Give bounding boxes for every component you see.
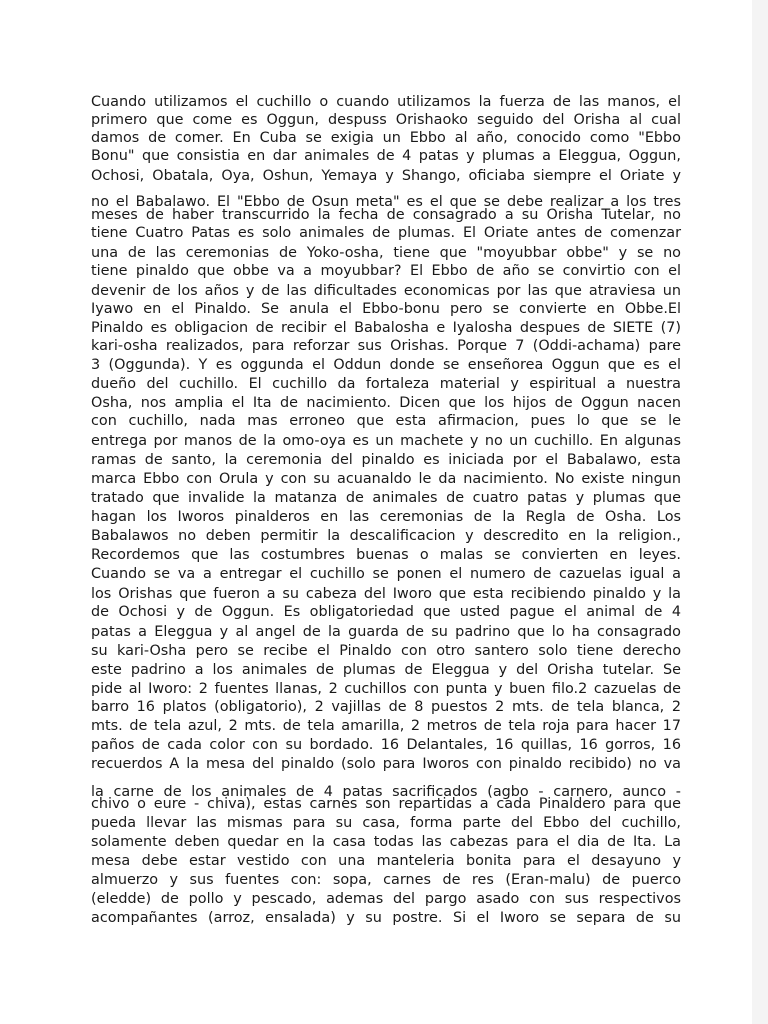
text-line: ramas de santo, la ceremonia del pinaldo es iniciada por el Babalawo, esta [91,452,681,468]
text-line: damos de comer. En Cuba se exigia un Ebbo al año, conocido como "Ebbo [91,130,681,146]
text-line: su kari-Osha pero se recibe el Pinaldo con otro santero solo tiene derecho [91,643,681,659]
text-line: la carne de los animales de 4 patas sacrificados (agbo - carnero, aunco - [91,784,681,800]
text-line: patas a Eleggua y al angel de la guarda de su padrino que lo ha consagrado [91,624,681,640]
text-line: Ochosi, Obatala, Oya, Oshun, Yemaya y Shango, oficiaba siempre el Oriate y [91,168,681,184]
text-line: Bonu" que consistia en dar animales de 4 patas y plumas a Eleggua, Oggun, [91,148,681,164]
text-line: Cuando se va a entregar el cuchillo se ponen el numero de cazuelas igual a [91,566,681,582]
text-line: una de las ceremonias de Yoko-osha, tiene que "moyubbar obbe" y se no [91,245,681,261]
text-line: recuerdos A la mesa del pinaldo (solo para Iworos con pinaldo recibido) no va [91,756,681,772]
text-line: devenir de los años y de las dificultades economicas por las que atraviesa un [91,283,681,299]
text-line: Osha, nos amplia el Ita de nacimiento. Dicen que los hijos de Oggun nacen [91,395,681,411]
text-line: tratado que invalide la matanza de animales de cuatro patas y plumas que [91,490,681,506]
text-line: 3 (Oggunda). Y es oggunda el Oddun donde se enseñorea Oggun que es el [91,357,681,373]
text-line: paños de cada color con su bordado. 16 Delantales, 16 quillas, 16 gorros, 16 [91,737,681,753]
text-line: mts. de tela azul, 2 mts. de tela amarilla, 2 metros de tela roja para hacer 17 [91,718,681,734]
text-line: no el Babalawo. El "Ebbo de Osun meta" es el que se debe realizar a los tres [91,194,681,210]
text-line: Pinaldo es obligacion de recibir el Babalosha e Iyalosha despues de SIETE (7) [91,320,681,336]
text-line: meses de haber transcurrido la fecha de consagrado a su Orisha Tutelar, no [91,207,681,223]
text-line: de Ochosi y de Oggun. Es obligatoriedad que usted pague el animal de 4 [91,604,681,620]
text-line: acompañantes (arroz, ensalada) y su postre. Si el Iworo se separa de su [91,910,681,926]
text-line: este padrino a los animales de plumas de Eleggua y del Orisha tutelar. Se [91,662,681,678]
text-line: pide al Iworo: 2 fuentes llanas, 2 cuchillos con punta y buen filo.2 cazuelas de [91,681,681,697]
text-line: entrega por manos de la omo-oya es un machete y no un cuchillo. En algunas [91,433,681,449]
text-line: barro 16 platos (obligatorio), 2 vajillas de 8 puestos 2 mts. de tela blanca, 2 [91,699,681,715]
text-line: con cuchillo, nada mas erroneo que esta afirmacion, pues lo que se le [91,413,681,429]
text-line: tiene pinaldo que obbe va a moyubbar? El Ebbo de año se convirtio con el [91,263,681,279]
text-line: (eledde) de pollo y pescado, ademas del pargo asado con sus respectivos [91,891,681,907]
text-line: mesa debe estar vestido con una manteleria bonita para el desayuno y [91,853,681,869]
text-line: primero que come es Oggun, despuss Orishaoko seguido del Orisha al cual [91,112,681,128]
text-line: hagan los Iworos pinalderos en las ceremonias de la Regla de Osha. Los [91,509,681,525]
text-line: tiene Cuatro Patas es solo animales de plumas. El Oriate antes de comenzar [91,225,681,241]
text-line: Cuando utilizamos el cuchillo o cuando utilizamos la fuerza de las manos, el [91,94,681,110]
text-line: Iyawo en el Pinaldo. Se anula el Ebbo-bonu pero se convierte en Obbe.El [91,301,681,317]
text-line: los Orishas que fueron a su cabeza del Iworo que esta recibiendo pinaldo y la [91,586,681,602]
text-line: chivo o eure - chiva), estas carnes son repartidas a cada Pinaldero para que [91,796,681,812]
text-line: dueño del cuchillo. El cuchillo da fortaleza material y espiritual a nuestra [91,376,681,392]
text-line: Babalawos no deben permitir la descalificacion y descredito en la religion., [91,528,681,544]
text-line: kari-osha realizados, para reforzar sus Orishas. Porque 7 (Oddi-achama) pare [91,338,681,354]
text-line: solamente deben quedar en la casa todas las cabezas para el dia de Ita. La [91,834,681,850]
page-edge [752,0,768,1024]
text-line: Recordemos que las costumbres buenas o malas se convierten en leyes. [91,547,681,563]
text-line: almuerzo y sus fuentes con: sopa, carnes de res (Eran-malu) de puerco [91,872,681,888]
text-line: pueda llevar las mismas para su casa, forma parte del Ebbo del cuchillo, [91,815,681,831]
text-line: marca Ebbo con Orula y con su acuanaldo le da nacimiento. No existe ningun [91,471,681,487]
